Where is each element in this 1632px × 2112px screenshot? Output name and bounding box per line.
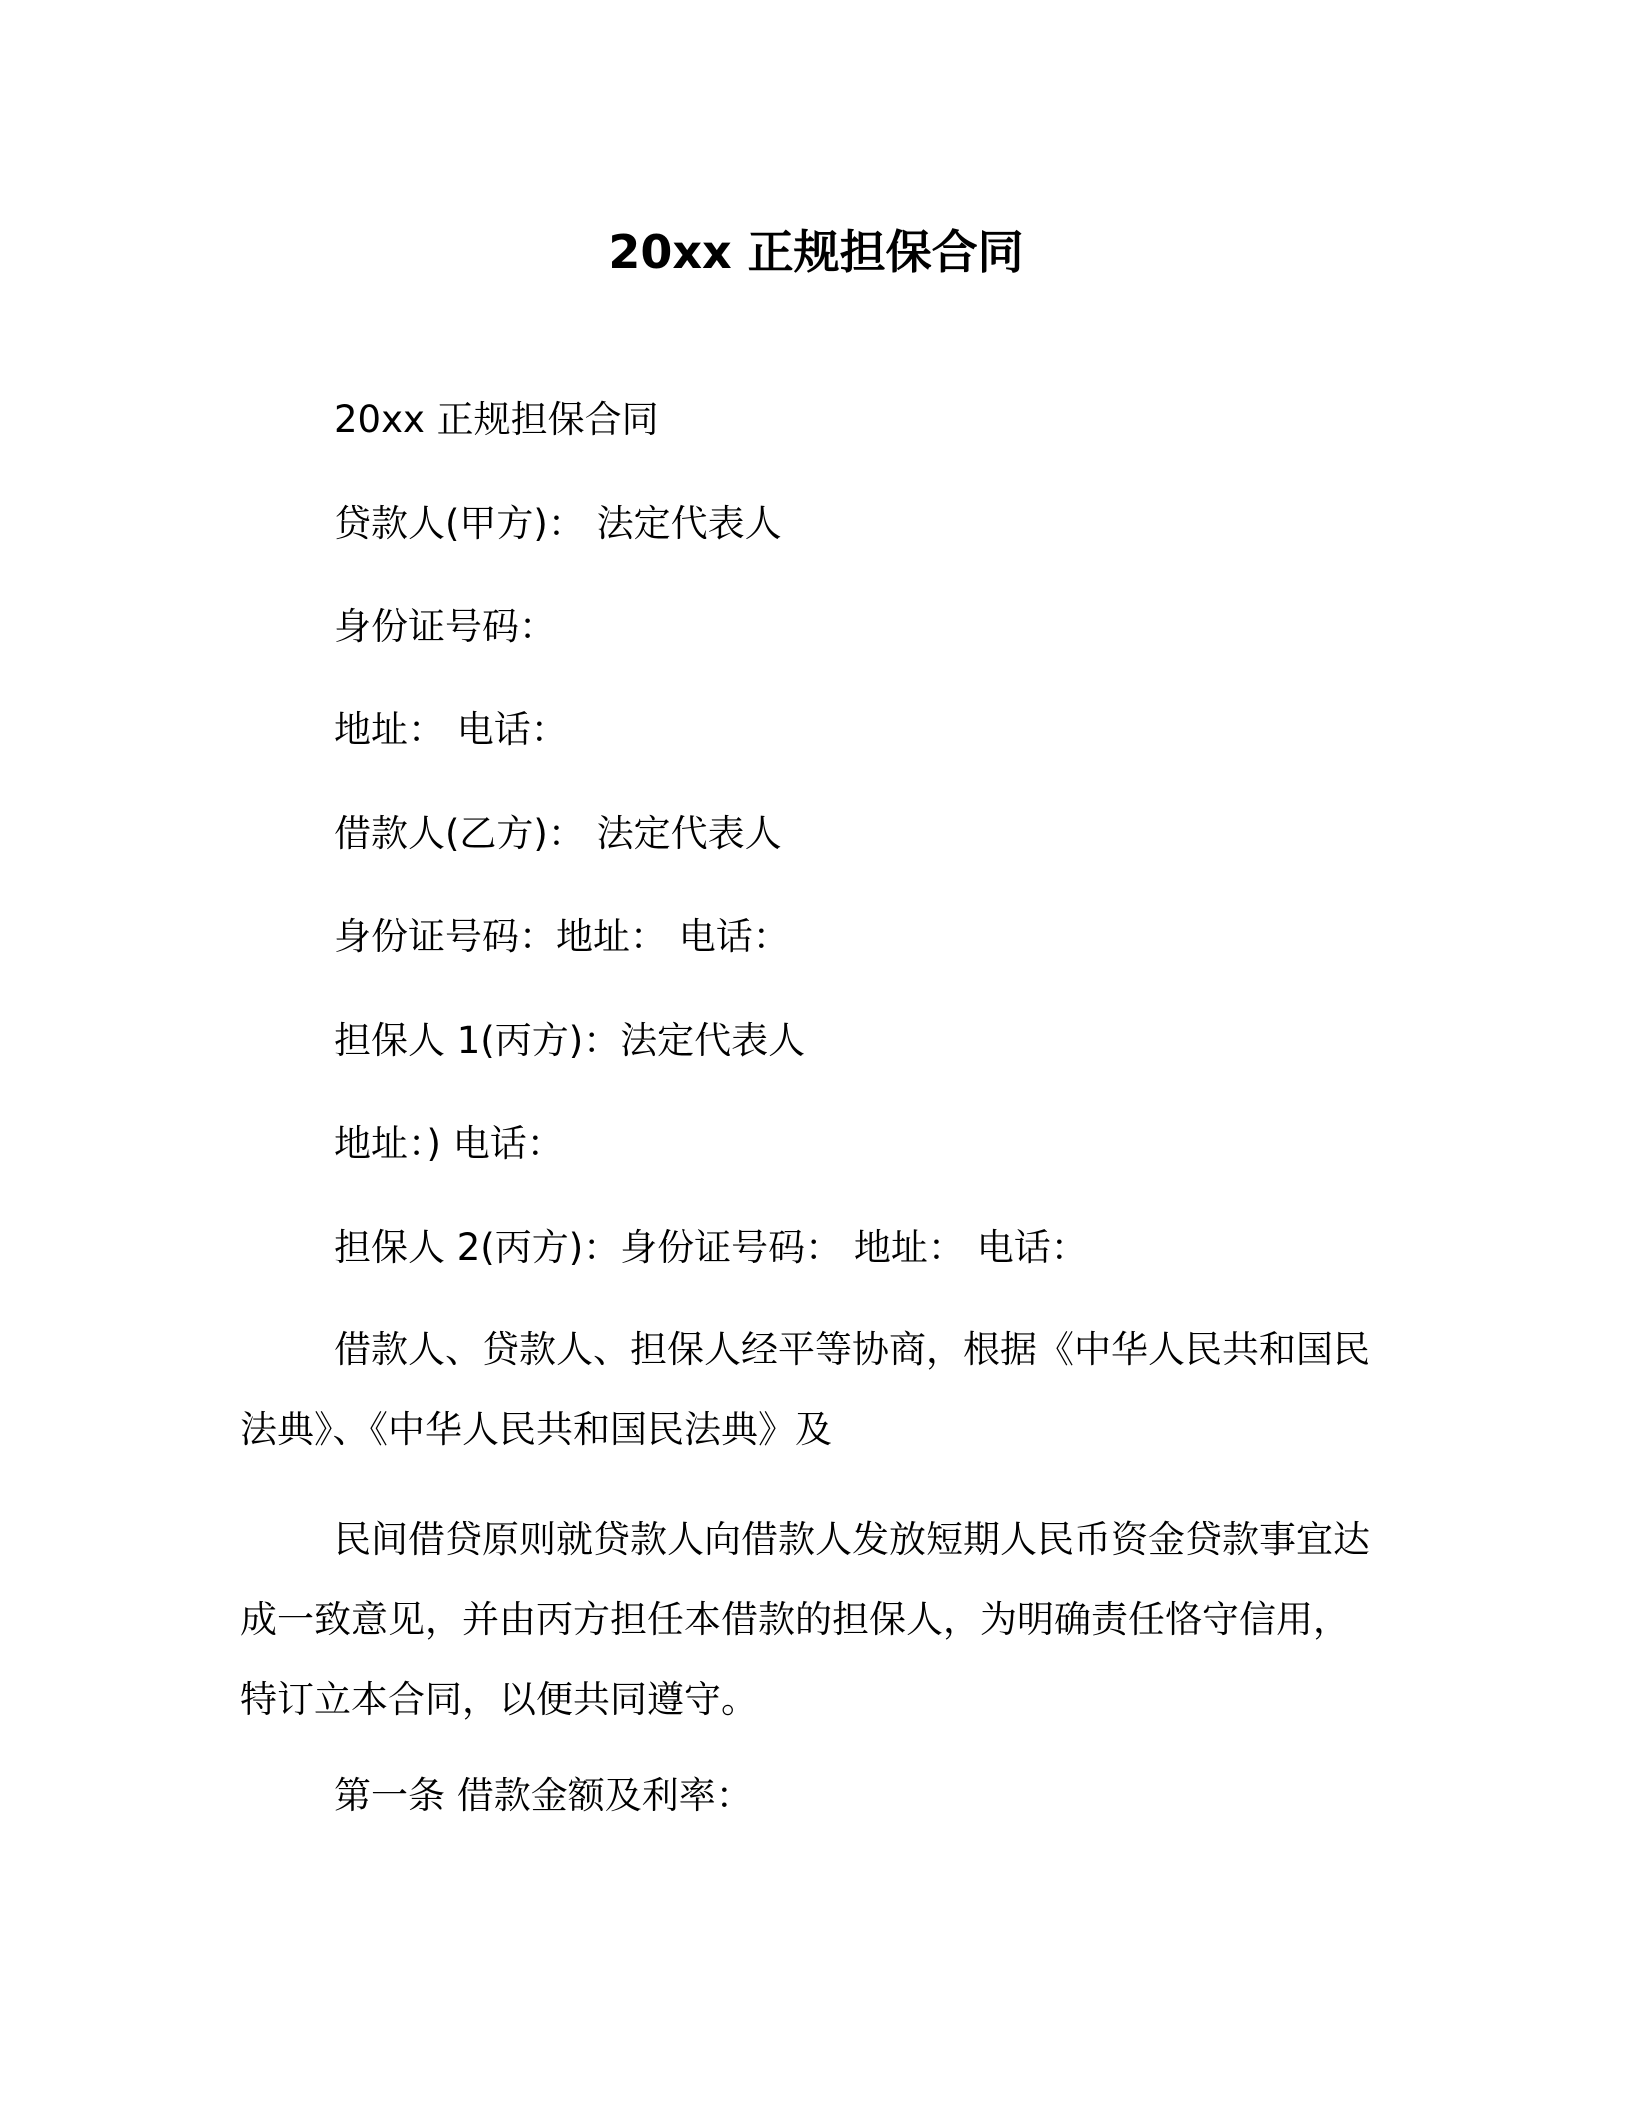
agreement-paragraph: 民间借贷原则就贷款人向借款人发放短期人民币资金贷款事宜达成一致意见，并由丙方担任本借款的担保人，为明确责任恪守信用，特订立本合同，以便共同遵守。	[240, 1518, 1370, 1721]
subtitle-line: 20xx 正规担保合同	[334, 398, 659, 441]
guarantor-2-line: 担保人 2(丙方)：身份证号码： 地址： 电话：	[334, 1226, 1088, 1269]
lender-line: 贷款人(甲方)： 法定代表人	[334, 502, 782, 545]
preamble-paragraph: 借款人、贷款人、担保人经平等协商，根据《中华人民共和国民法典》、《中华人民共和国民法典》及	[240, 1328, 1370, 1451]
borrower-line: 借款人(乙方)： 法定代表人	[334, 812, 782, 855]
borrower-contact-line: 身份证号码：地址： 电话：	[334, 915, 790, 958]
document-title: 20xx 正规担保合同	[608, 225, 1024, 279]
lender-id-line: 身份证号码：	[334, 605, 556, 648]
section-heading: 第一条 借款金额及利率：	[334, 1774, 753, 1817]
lender-address-line: 地址： 电话：	[334, 708, 568, 751]
guarantor-1-line: 担保人 1(丙方)：法定代表人	[334, 1019, 806, 1062]
guarantor-1-contact-line: 地址：) 电话：	[334, 1122, 564, 1165]
